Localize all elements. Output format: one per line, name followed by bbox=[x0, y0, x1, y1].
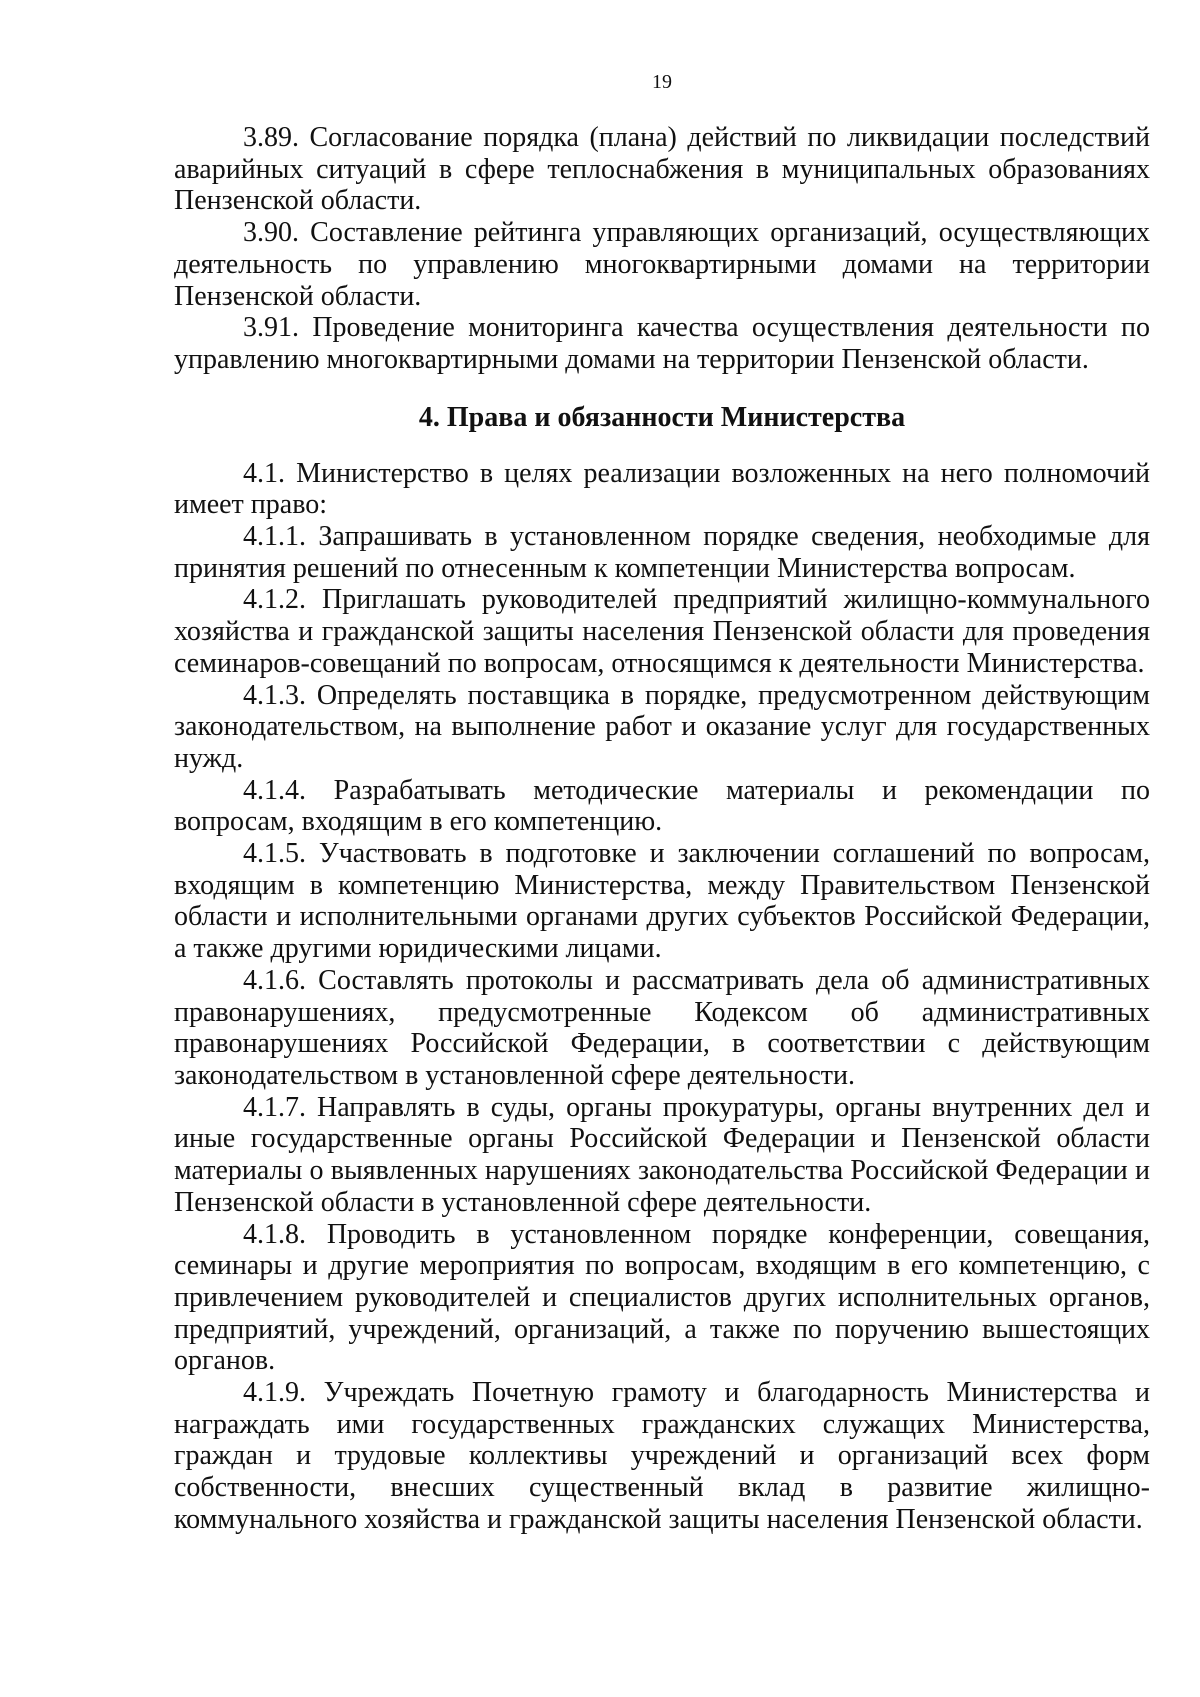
paragraph-4-1-6: 4.1.6. Составлять протоколы и рассматривать дела об административных правонарушениях, предусмотренные Кодексом об административных правонарушениях Российской Федерации, в соответствии с действующим законодательством в установленной сфере деятельности. bbox=[174, 964, 1150, 1091]
paragraph-3-91: 3.91. Проведение мониторинга качества осуществления деятельности по управлению многоквартирными домами на территории Пензенской области. bbox=[174, 312, 1150, 375]
paragraph-4-1-4: 4.1.4. Разрабатывать методические материалы и рекомендации по вопросам, входящим в его компетенцию. bbox=[174, 774, 1150, 838]
paragraph-4-1-2: 4.1.2. Приглашать руководителей предприятий жилищно-коммунального хозяйства и гражданской защиты населения Пензенской области для проведения семинаров-совещаний по вопросам, относящимся к деятельности Министерства. bbox=[174, 584, 1150, 679]
page-number: 19 bbox=[652, 71, 672, 93]
paragraph-4-1-3: 4.1.3. Определять поставщика в порядке, предусмотренном действующим законодательством, на выполнение работ и оказание услуг для государственных нужд. bbox=[174, 679, 1150, 774]
document-page bbox=[174, 0, 1150, 1697]
document-body bbox=[174, 122, 1150, 1536]
section-heading: 4. Права и обязанности Министерства bbox=[418, 401, 906, 433]
paragraph-4-1-7: 4.1.7. Направлять в суды, органы прокуратуры, органы внутренних дел и иные государственные органы Российской Федерации и Пензенской области материалы о выявленных нарушениях законодательства Российской Федерации и Пензенской области в установленной сфере деятельности. bbox=[174, 1091, 1150, 1218]
paragraph-3-89: 3.89. Согласование порядка (плана) действий по ликвидации последствий аварийных ситуаций в сфере теплоснабжения в муниципальных образованиях Пензенской области. bbox=[174, 122, 1150, 217]
paragraph-4-1-5: 4.1.5. Участвовать в подготовке и заключении соглашений по вопросам, входящим в компетенцию Министерства, между Правительством Пензенской области и исполнительными органами других субъектов Российской Федерации, а также другими юридическими лицами. bbox=[174, 838, 1150, 965]
paragraph-3-90: 3.90. Составление рейтинга управляющих организаций, осуществляющих деятельность по управлению многоквартирными домами на территории Пензенской области. bbox=[174, 217, 1150, 312]
paragraph-4-1: 4.1. Министерство в целях реализации возложенных на него полномочий имеет право: bbox=[174, 457, 1150, 521]
paragraph-4-1-8: 4.1.8. Проводить в установленном порядке конференции, совещания, семинары и другие мероприятия по вопросам, входящим в его компетенцию, с привлечением руководителей и специалистов других исполнительных органов, предприятий, учреждений, организаций, а также по поручению вышестоящих органов. bbox=[174, 1218, 1150, 1377]
paragraph-4-1-1: 4.1.1. Запрашивать в установленном порядке сведения, необходимые для принятия решений по отнесенным к компетенции Министерства вопросам. bbox=[174, 521, 1150, 584]
paragraph-4-1-9: 4.1.9. Учреждать Почетную грамоту и благодарность Министерства и награждать ими государственных гражданских служащих Министерства, граждан и трудовые коллективы учреждений и организаций всех форм собственности, внесших существенный вклад в развитие жилищно-коммунального хозяйства и гражданской защиты населения Пензенской области. bbox=[174, 1377, 1150, 1535]
